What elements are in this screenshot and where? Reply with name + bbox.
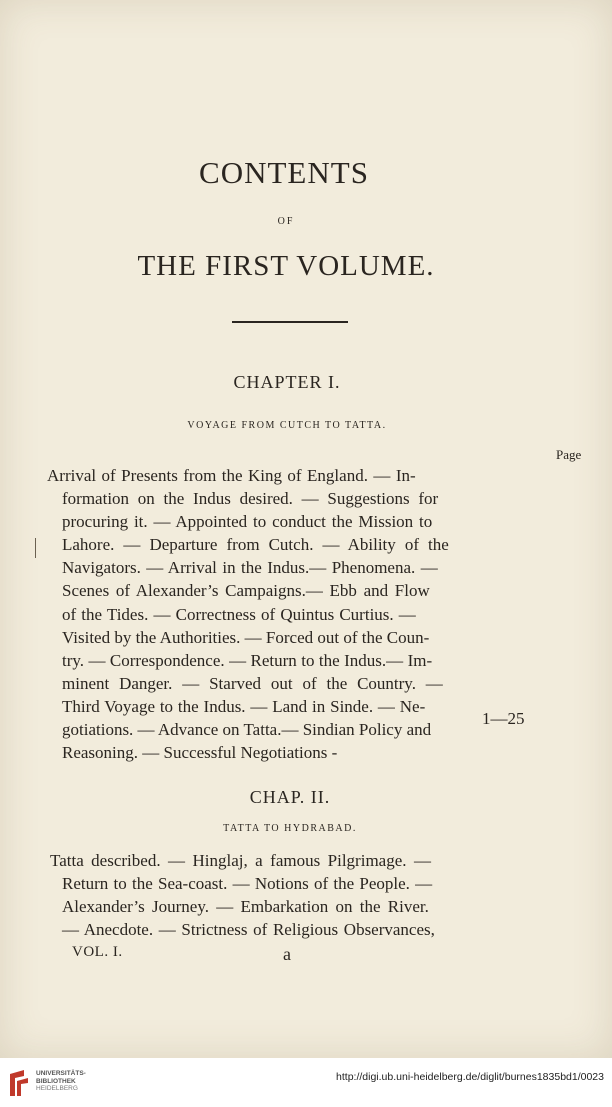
library-name-line: UNIVERSITÄTS-	[36, 1070, 86, 1077]
summary-line: Return to the Sea-coast. — Notions of the People. —	[62, 874, 433, 894]
summary-line: Third Voyage to the Indus. — Land in Sinde. — Ne-	[62, 696, 426, 716]
chapter-1-subheading: VOYAGE FROM CUTCH TO TATTA.	[187, 420, 387, 431]
page-title: CONTENTS	[199, 155, 369, 190]
summary-line: Scenes of Alexander’s Campaigns.— Ebb and Flow	[62, 581, 430, 601]
summary-line: minent Danger. — Starved out of the Country. —	[62, 673, 443, 693]
summary-line: Alexander’s Journey. — Embarkation on the River.	[62, 897, 429, 917]
chapter-1-summary	[30, 464, 550, 764]
signature-mark: a	[283, 944, 291, 964]
volume-mark: VOL. I.	[72, 944, 123, 960]
library-name	[36, 1070, 86, 1093]
page-column-label: Page	[556, 447, 582, 462]
summary-line: Lahore. — Departure from Cutch. — Ability of the	[62, 535, 449, 555]
title-of: OF	[277, 216, 295, 227]
summary-line: Reasoning. — Successful Negotiations -	[62, 743, 338, 763]
summary-line: procuring it. — Appointed to conduct the Mission to	[62, 512, 433, 532]
summary-line: formation on the Indus desired. — Suggestions for	[62, 489, 439, 509]
summary-line: Arrival of Presents from the King of England. — In-	[47, 466, 416, 485]
summary-line: Tatta described. — Hinglaj, a famous Pilgrimage. —	[50, 851, 431, 870]
university-library-logo-icon	[6, 1068, 32, 1098]
summary-line: Visited by the Authorities. — Forced out of the Coun-	[62, 627, 430, 647]
summary-line: of the Tides. — Correctness of Quintus Curtius. —	[62, 604, 416, 624]
chapter-2-summary	[30, 849, 550, 941]
library-name-line: HEIDELBERG	[36, 1085, 78, 1092]
chapter-1-heading: CHAPTER I.	[233, 372, 341, 392]
summary-line: try. — Correspondence. — Return to the Indus.— Im-	[62, 650, 433, 670]
summary-line: gotiations. — Advance on Tatta.— Sindian Policy and	[62, 720, 432, 740]
title-rule	[232, 321, 348, 323]
permalink-url[interactable]: http://digi.ub.uni-heidelberg.de/diglit/burnes1835bd1/0023	[336, 1071, 604, 1083]
summary-line: Navigators. — Arrival in the Indus.— Phenomena. —	[62, 558, 438, 578]
chapter-2-subheading: TATTA TO HYDRABAD.	[223, 823, 357, 834]
chapter-2-heading: CHAP. II.	[249, 787, 331, 807]
chapter-1-pages: 1—25	[482, 709, 525, 728]
library-name-line: BIBLIOTHEK	[36, 1077, 76, 1085]
summary-line: — Anecdote. — Strictness of Religious Observances,	[62, 920, 435, 940]
page-subtitle: THE FIRST VOLUME.	[137, 250, 435, 282]
